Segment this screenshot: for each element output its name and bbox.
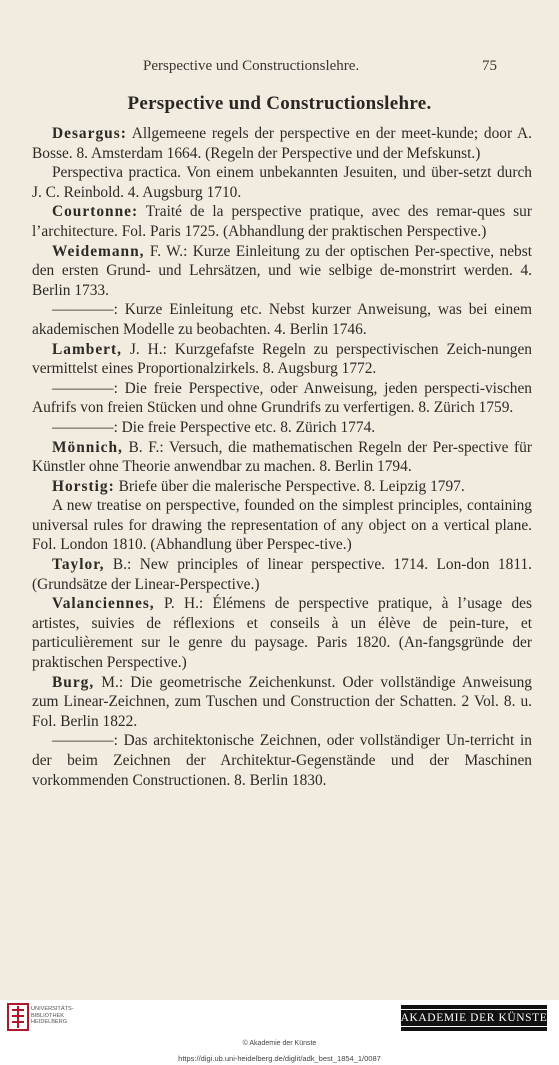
heidelberg-logo-icon [6,1002,30,1032]
entry [32,340,532,379]
entry-text: J. H.: Kurzgefafste Regeln zu perspectivischen Zeich-nungen vermittelst eines Proportionalzirkels. 8. Augsburg 1772. [32,340,532,378]
entry-text: Perspectiva practica. Von einem unbekannten Jesuiten, und über-setzt durch J. C. Reinbold. 4. Augsburg 1710. [32,164,532,201]
bibliography-entries [32,124,532,790]
entry-text: A new treatise on perspective, founded on the simplest principles, containing universal rules for drawing the representation of any object on a vertical plane. Fol. London 1810. (Abhandlung über Perspec-tive.) [32,497,532,554]
entry [32,418,532,438]
entry-text: ————: Die freie Perspective, oder Anweisung, jeden perspecti-vischen Aufrifs von freien Stücken und ohne Grundrifs zu verfertigen. 8. Zürich 1759. [32,379,532,417]
entry [32,124,532,163]
entry [32,438,532,477]
entry [32,496,532,555]
entry-text: B. F.: Versuch, die mathematischen Regeln der Per-spective für Künstler ohne Theorie anwendbar zu machen. 8. Berlin 1794. [32,438,532,476]
entry-author: Valanciennes, [52,595,155,613]
entry [32,300,532,339]
entry-text: Traité de la perspective pratique, avec des remar-ques sur l’architecture. Fol. Paris 1725. (Abhandlung der praktischen Perspective.) [32,203,532,240]
entry-author: Mönnich, [52,438,123,456]
copyright-notice: © Akademie der Künste [242,1040,317,1047]
entry-author: Burg, [52,673,95,691]
entry-text: ————: Die freie Perspective etc. 8. Zürich 1774. [52,418,376,436]
entry-author: Horstig: [52,477,115,495]
entry [32,242,532,301]
entry-author: Courtonne: [52,203,139,221]
entry-text: M.: Die geometrische Zeichenkunst. Oder vollständige Anweisung zum Linear-Zeichnen, zum Tuschen und Construction der Schatten. 2 Vol. 8. u. Fol. Berlin 1822. [32,673,532,730]
akademie-der-kuenste-badge[interactable] [401,1005,547,1031]
akademie-label: AKADEMIE DER KÜNSTE [395,1009,554,1027]
entry [32,594,532,672]
entry-text: F. W.: Kurze Einleitung zu der optischen Per-spective, nebst den ersten Grund- und Lehrsätzen, und wie selbige de-monstrirt werden. 4. Berlin 1733. [32,242,532,299]
university-library-logo[interactable] [6,1002,86,1032]
entry-author: Lambert, [52,340,122,358]
entry-text: B.: New principles of linear perspective. 1714. Lon-don 1811. (Grundsätze der Linear-Perspective.) [32,556,532,593]
entry [32,673,532,732]
entry [32,202,532,241]
entry-text: ————: Kurze Einleitung etc. Nebst kurzer Anweisung, was bei einem akademischen Modelle zu beobachten. 4. Berlin 1746. [32,301,532,338]
entry-author: Weidemann, [52,242,145,260]
logo-line: HEIDELBERG [31,1019,68,1026]
entry-author: Desargus: [52,125,127,142]
section-title: Perspective und Constructionslehre. [127,93,432,114]
entry [32,477,532,497]
running-head-title: Perspective und Constructionslehre. [143,58,360,74]
entry-text: Allgemeene regels der perspective en der meet-kunde; door A. Bosse. 8. Amsterdam 1664. (Regeln der Perspective und der Mefskunst.) [32,125,532,162]
logo-line: BIBLIOTHEK [31,1012,64,1019]
entry [32,379,532,418]
entry-text: Briefe über die malerische Perspective. 8. Leipzig 1797. [114,477,465,495]
entry-text: ————: Das architektonische Zeichnen, oder vollständiger Un-terricht in der beim Zeichnen der Architektur-Gegenstände und der Maschinen vorkommenden Constructionen. 8. Berlin 1830. [32,732,532,789]
page-number: 75 [482,58,497,74]
entry [32,731,532,790]
entry-author: Taylor, [52,556,105,574]
logo-text [31,1006,91,1026]
entry [32,555,532,594]
entry [32,163,532,202]
source-url-link[interactable]: https://digi.ub.uni-heidelberg.de/diglit/adk_best_1854_1/0087 [178,1054,381,1063]
logo-line: UNIVERSITÄTS- [31,1006,74,1012]
entry-text: P. H.: Élémens de perspective pratique, à l’usage des artistes, suivies de réflexions et conseils à un élève de pein-ture, et particulièrement sur le genre du paysage. Paris 1820. (An-fangsgründe der praktischen Perspective.) [32,595,532,672]
